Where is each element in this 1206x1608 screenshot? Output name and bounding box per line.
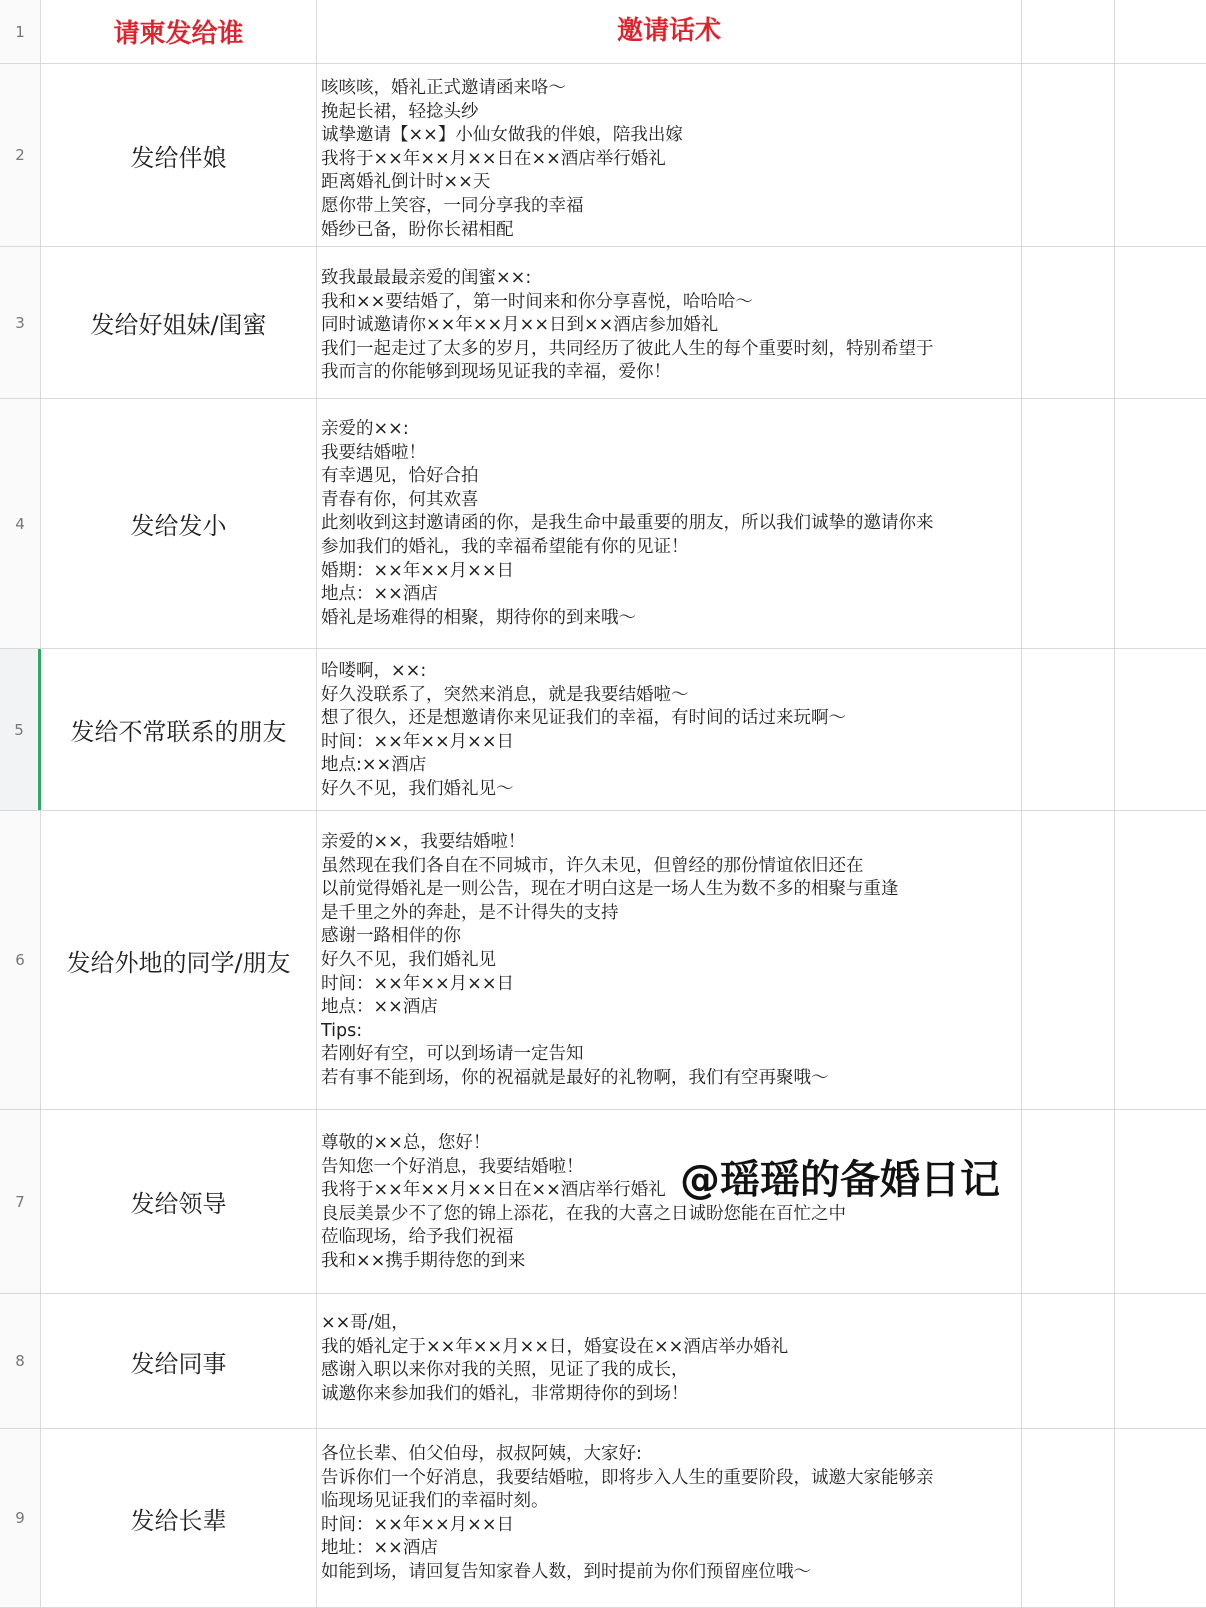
recipient-cell[interactable]: 发给伴娘	[41, 64, 317, 246]
empty-cell[interactable]	[1115, 649, 1206, 810]
empty-cell[interactable]	[1022, 399, 1115, 648]
recipient-cell[interactable]: 发给发小	[41, 399, 317, 648]
script-cell[interactable]: 尊敬的××总，您好！ 告知您一个好消息，我要结婚啦！ 我将于××年××月××日在××酒店举行婚礼 良辰美景少不了您的锦上添花，在我的大喜之日诚盼您能在百忙之中 莅临现场，给予我们祝福 我和××携手期待您的到来	[317, 1110, 1022, 1293]
table-row	[0, 399, 1206, 649]
script-cell[interactable]: 亲爱的××，我要结婚啦！ 虽然现在我们各自在不同城市，许久未见，但曾经的那份情谊依旧还在 以前觉得婚礼是一则公告，现在才明白这是一场人生为数不多的相聚与重逢 是千里之外的奔赴，是不计得失的支持 感谢一路相伴的你 好久不见，我们婚礼见 时间：××年××月××日 地点：××酒店 Tips: 若刚好有空，可以到场请一定告知 若有事不能到场，你的祝福就是最好的礼物啊，我们有空再聚哦～	[317, 811, 1022, 1109]
table-row-selected	[0, 649, 1206, 811]
header-row	[0, 0, 1206, 64]
row-number[interactable]: 8	[0, 1294, 41, 1428]
empty-cell[interactable]	[1115, 1429, 1206, 1607]
empty-cell[interactable]	[1022, 64, 1115, 246]
empty-cell[interactable]	[1115, 1110, 1206, 1293]
row-number[interactable]: 7	[0, 1110, 41, 1293]
script-cell[interactable]: ××哥/姐， 我的婚礼定于××年××月××日，婚宴设在××酒店举办婚礼 感谢入职以来你对我的关照，见证了我的成长， 诚邀你来参加我们的婚礼，非常期待你的到场！	[317, 1294, 1022, 1428]
column-header-script[interactable]: 邀请话术	[317, 0, 1022, 63]
row-number[interactable]: 3	[0, 247, 41, 398]
table-row	[0, 1294, 1206, 1429]
table-row	[0, 1110, 1206, 1294]
script-cell[interactable]: 咳咳咳，婚礼正式邀请函来咯～ 挽起长裙，轻捻头纱 诚挚邀请【××】小仙女做我的伴娘，陪我出嫁 我将于××年××月××日在××酒店举行婚礼 距离婚礼倒计时××天 愿你带上笑容，一同分享我的幸福 婚纱已备，盼你长裙相配	[317, 64, 1022, 246]
row-number[interactable]: 2	[0, 64, 41, 246]
empty-cell[interactable]	[1022, 811, 1115, 1109]
row-number[interactable]: 5	[0, 649, 41, 810]
script-cell[interactable]: 亲爱的××: 我要结婚啦！ 有幸遇见，恰好合拍 青春有你，何其欢喜 此刻收到这封邀请函的你，是我生命中最重要的朋友，所以我们诚挚的邀请你来 参加我们的婚礼，我的幸福希望能有你的见证！ 婚期：××年××月××日 地点：××酒店 婚礼是场难得的相聚，期待你的到来哦～	[317, 399, 1022, 648]
empty-cell[interactable]	[1022, 0, 1115, 63]
row-number[interactable]: 4	[0, 399, 41, 648]
column-header-recipient[interactable]: 请柬发给谁	[41, 0, 317, 63]
empty-cell[interactable]	[1115, 399, 1206, 648]
recipient-cell[interactable]: 发给外地的同学/朋友	[41, 811, 317, 1109]
recipient-cell[interactable]: 发给好姐妹/闺蜜	[41, 247, 317, 398]
empty-cell[interactable]	[1115, 811, 1206, 1109]
recipient-cell[interactable]: 发给同事	[41, 1294, 317, 1428]
script-cell[interactable]: 各位长辈、伯父伯母，叔叔阿姨，大家好: 告诉你们一个好消息，我要结婚啦，即将步入人生的重要阶段，诚邀大家能够亲 临现场见证我们的幸福时刻。 时间：××年××月××日 地址：××酒店 如能到场，请回复告知家眷人数，到时提前为你们预留座位哦～	[317, 1429, 1022, 1607]
recipient-cell[interactable]: 发给领导	[41, 1110, 317, 1293]
script-cell[interactable]: 哈喽啊，××: 好久没联系了，突然来消息，就是我要结婚啦～ 想了很久，还是想邀请你来见证我们的幸福，有时间的话过来玩啊～ 时间：××年××月××日 地点:××酒店 好久不见，我们婚礼见～	[317, 649, 1022, 810]
recipient-cell[interactable]: 发给长辈	[41, 1429, 317, 1607]
row-number[interactable]: 1	[0, 0, 41, 63]
table-row	[0, 247, 1206, 399]
empty-cell[interactable]	[1022, 247, 1115, 398]
empty-cell[interactable]	[1115, 247, 1206, 398]
row-number[interactable]: 9	[0, 1429, 41, 1607]
script-cell[interactable]: 致我最最最亲爱的闺蜜××: 我和××要结婚了，第一时间来和你分享喜悦，哈哈哈～ 同时诚邀请你××年××月××日到××酒店参加婚礼 我们一起走过了太多的岁月，共同经历了彼此人生的每个重要时刻，特别希望于 我而言的你能够到现场见证我的幸福，爱你！	[317, 247, 1022, 398]
empty-cell[interactable]	[1115, 64, 1206, 246]
empty-cell[interactable]	[1022, 1110, 1115, 1293]
watermark: @瑶瑶的备婚日记	[680, 1157, 1000, 1203]
row-number[interactable]: 6	[0, 811, 41, 1109]
empty-cell[interactable]	[1115, 0, 1206, 63]
empty-cell[interactable]	[1022, 649, 1115, 810]
table-row	[0, 64, 1206, 247]
recipient-cell[interactable]: 发给不常联系的朋友	[41, 649, 317, 810]
table-row	[0, 811, 1206, 1110]
table-row	[0, 1429, 1206, 1608]
empty-cell[interactable]	[1022, 1294, 1115, 1428]
empty-cell[interactable]	[1115, 1294, 1206, 1428]
empty-cell[interactable]	[1022, 1429, 1115, 1607]
